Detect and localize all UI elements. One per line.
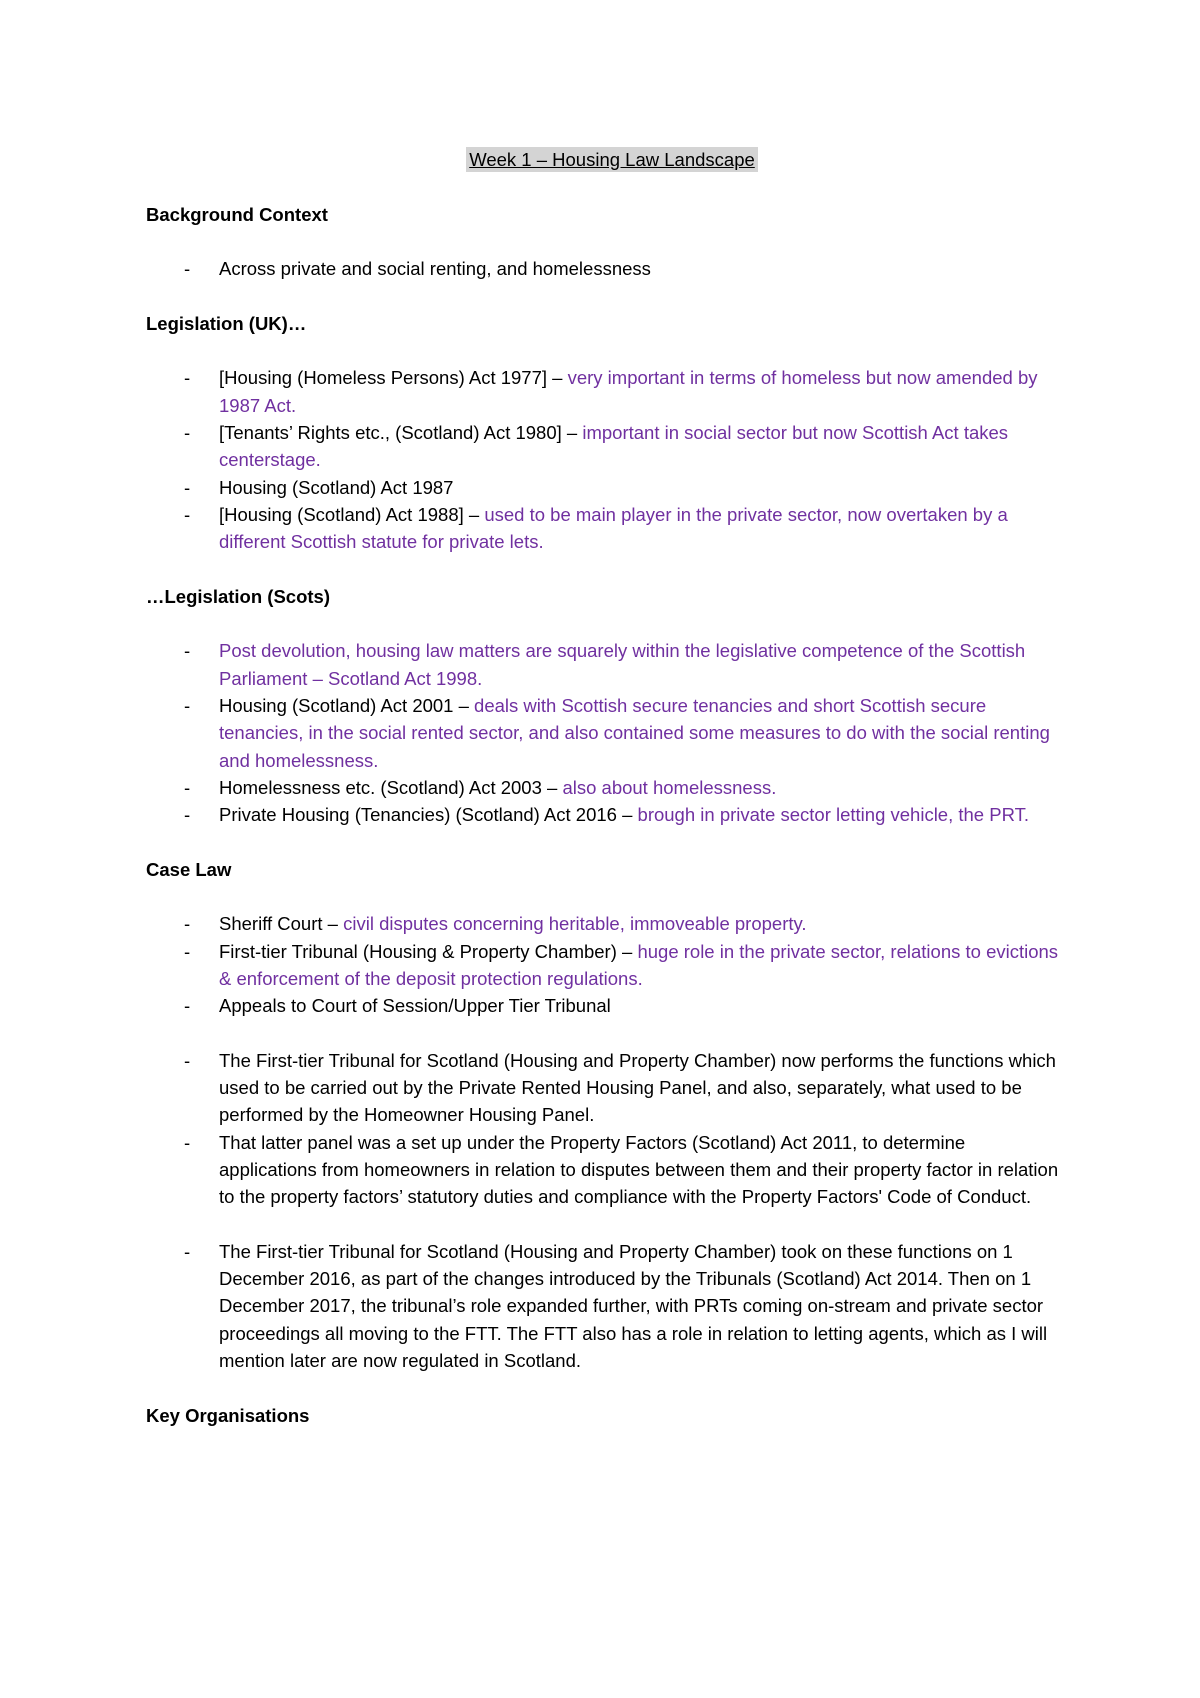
list-case-law (146, 910, 1066, 1019)
item-text: The First-tier Tribunal for Scotland (Housing and Property Chamber) took on these functions on 1 December 2016, as part of the changes introduced by the Tribunals (Scotland) Act 2014. Then on 1 December 2017, the tribunal’s role expanded further, with PRTs coming on-stream and private sector proceedings all moving to the FTT. The FTT also has a role in relation to letting agents, which as I will mention later are now regulated in Scotland. (219, 1240, 1048, 1372)
document-body (146, 146, 1066, 1429)
list-legislation-scots (146, 637, 1066, 828)
list-item (146, 992, 1066, 1019)
list-case-law-tribunal-history (146, 1238, 1066, 1374)
bullet-dash: - (184, 804, 191, 826)
list-item (146, 1129, 1066, 1211)
list-case-law-tribunal (146, 1047, 1066, 1211)
list-legislation-uk (146, 364, 1066, 555)
list-item (146, 474, 1066, 501)
item-text: [Housing (Scotland) Act 1988] – (219, 503, 485, 525)
list-item (146, 938, 1066, 993)
item-note: Post devolution, housing law matters are squarely within the legislative competence of the Scottish Parliament – Scotland Act 1998. (219, 640, 1026, 689)
item-note: important in social sector but now Scottish Act takes centerstage. (219, 421, 1009, 471)
page-title: Week 1 – Housing Law Landscape (466, 147, 758, 172)
item-note: also about homelessness. (562, 776, 777, 798)
bullet-dash: - (184, 640, 191, 662)
bullet-dash: - (184, 367, 191, 389)
item-note: huge role in the private sector, relations to evictions & enforcement of the deposit protection regulations. (219, 940, 1059, 989)
bullet-dash: - (184, 1131, 191, 1153)
list-item (146, 419, 1066, 474)
list-item (146, 910, 1066, 937)
list-item (146, 501, 1066, 556)
list-item (146, 801, 1066, 828)
item-text: Sheriff Court – (219, 913, 344, 935)
item-text: Private Housing (Tenancies) (Scotland) Act 2016 – (219, 804, 638, 826)
item-text: The First-tier Tribunal for Scotland (Housing and Property Chamber) now performs the functions which used to be carried out by the Private Rented Housing Panel, and also, separately, what used to be performed by the Homeowner Housing Panel. (219, 1049, 1056, 1126)
list-item (146, 692, 1066, 774)
item-text: [Tenants’ Rights etc., (Scotland) Act 1980] – (219, 421, 583, 443)
item-text: Housing (Scotland) Act 1987 (219, 476, 454, 498)
bullet-dash: - (184, 940, 191, 962)
heading-legislation-scots: …Legislation (Scots) (146, 585, 330, 607)
item-note: brough in private sector letting vehicle, the PRT. (637, 804, 1029, 826)
heading-case-law: Case Law (146, 858, 232, 880)
heading-background: Background Context (146, 203, 328, 225)
list-item (146, 774, 1066, 801)
item-text: Appeals to Court of Session/Upper Tier Tribunal (219, 995, 611, 1017)
item-text: Homelessness etc. (Scotland) Act 2003 – (219, 776, 563, 798)
item-note: very important in terms of homeless but now amended by 1987 Act. (219, 367, 1038, 416)
item-text: Across private and social renting, and homelessness (219, 258, 651, 280)
heading-key-organisations: Key Organisations (146, 1404, 310, 1426)
bullet-dash: - (184, 694, 191, 716)
item-note: civil disputes concerning heritable, immoveable property. (343, 913, 807, 935)
list-item (146, 255, 1066, 282)
list-item (146, 637, 1066, 692)
bullet-dash: - (184, 503, 191, 525)
item-text: [Housing (Homeless Persons) Act 1977] – (219, 367, 568, 389)
bullet-dash: - (184, 776, 191, 798)
item-note: deals with Scottish secure tenancies and short Scottish secure tenancies, in the social rented sector, and also contained some measures to do with the social renting and homelessness. (219, 694, 1050, 771)
list-item (146, 1047, 1066, 1129)
item-text: First-tier Tribunal (Housing & Property Chamber) – (219, 940, 638, 962)
list-background (146, 255, 1066, 282)
bullet-dash: - (184, 476, 191, 498)
title-row (146, 146, 1066, 173)
heading-legislation-uk: Legislation (UK)… (146, 312, 307, 334)
item-text: That latter panel was a set up under the Property Factors (Scotland) Act 2011, to determine applications from homeowners in relation to disputes between them and their property factor in relation to the property factors’ statutory duties and compliance with the Property Factors' Code of Conduct. (219, 1131, 1059, 1208)
bullet-dash: - (184, 913, 191, 935)
bullet-dash: - (184, 1049, 191, 1071)
bullet-dash: - (184, 1240, 191, 1262)
bullet-dash: - (184, 421, 191, 443)
item-text: Housing (Scotland) Act 2001 – (219, 694, 475, 716)
list-item (146, 364, 1066, 419)
list-item (146, 1238, 1066, 1374)
item-note: used to be main player in the private sector, now overtaken by a different Scottish statute for private lets. (219, 503, 1008, 553)
bullet-dash: - (184, 258, 191, 280)
bullet-dash: - (184, 995, 191, 1017)
